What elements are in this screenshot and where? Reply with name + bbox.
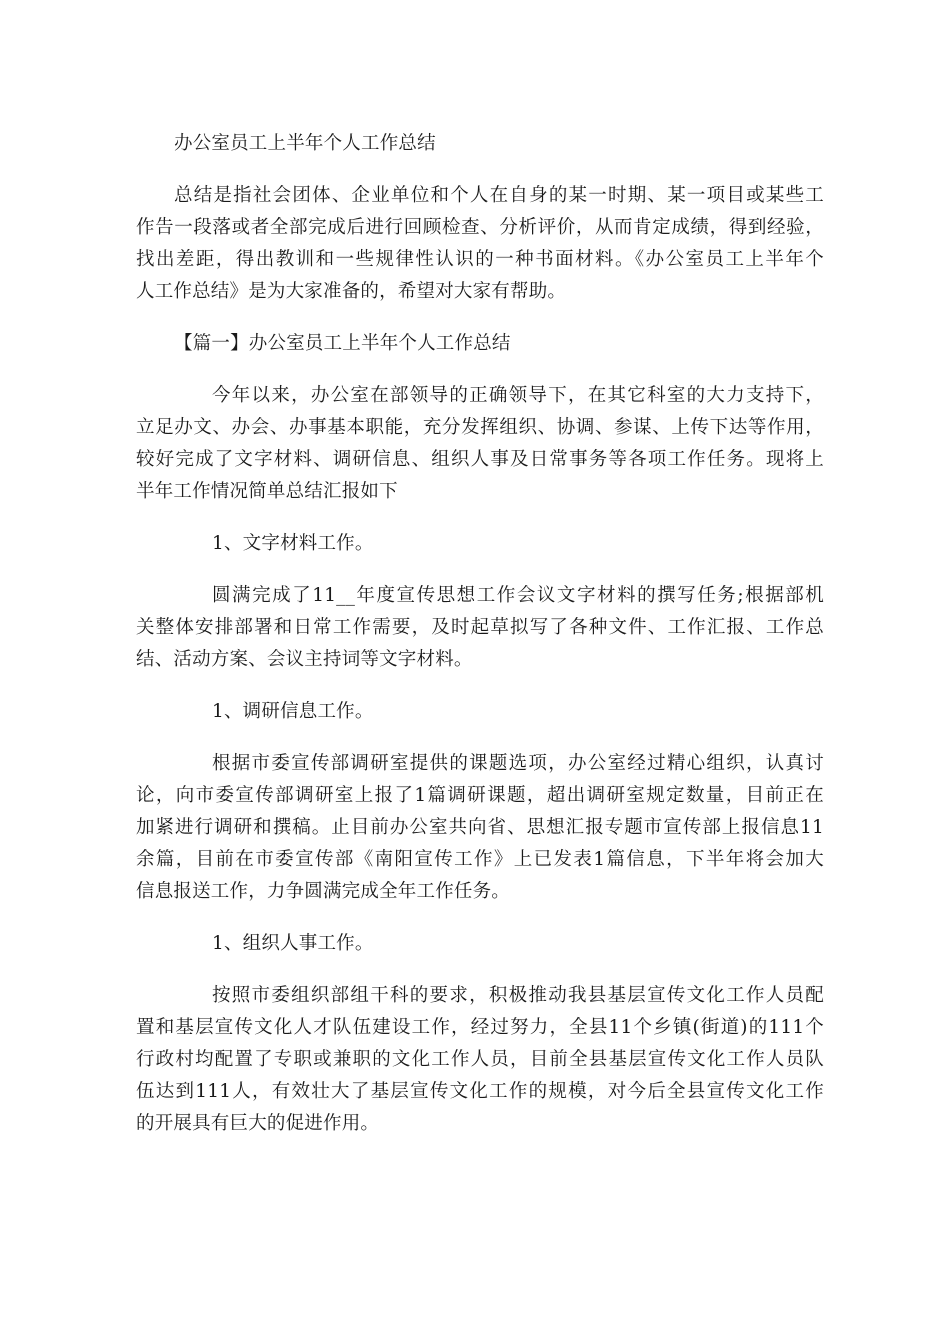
paragraph-line: 余篇，目前在市委宣传部《南阳宣传工作》上已发表1篇信息，下半年将会加大 — [136, 849, 824, 870]
intro-line: 人工作总结》是为大家准备的，希望对大家有帮助。 — [136, 281, 567, 302]
paragraph-line: 半年工作情况简单总结汇报如下 — [136, 481, 398, 502]
document-page — [136, 128, 824, 1140]
subsection-3-title-block — [136, 928, 824, 960]
paragraph-line: 伍达到111人，有效壮大了基层宣传文化工作的规模，对今后全县宣传文化工作 — [136, 1081, 824, 1102]
paragraph-line: 圆满完成了11__年度宣传思想工作会议文字材料的撰写任务;根据部机 — [212, 585, 824, 606]
paragraph-line: 较好完成了文字材料、调研信息、组织人事及日常事务等各项工作任务。现将上 — [136, 449, 824, 470]
document-title-block — [136, 128, 824, 160]
section-heading-block — [136, 328, 824, 360]
intro-line: 总结是指社会团体、企业单位和个人在自身的某一时期、某一项目或某些工 — [174, 185, 824, 206]
document-title: 办公室员工上半年个人工作总结 — [174, 133, 436, 154]
subsection-2-title-block — [136, 696, 824, 728]
intro-line: 作告一段落或者全部完成后进行回顾检查、分析评价，从而肯定成绩，得到经验， — [136, 217, 824, 238]
intro-line: 找出差距，得出教训和一些规律性认识的一种书面材料。《办公室员工上半年个 — [136, 249, 824, 270]
intro-paragraph — [136, 180, 824, 308]
paragraph-line: 信息报送工作，力争圆满完成全年工作任务。 — [136, 881, 511, 902]
section-heading: 【篇一】办公室员工上半年个人工作总结 — [174, 333, 511, 354]
paragraph-line: 行政村均配置了专职或兼职的文化工作人员，目前全县基层宣传文化工作人员队 — [136, 1049, 824, 1070]
subsection-title: 1、组织人事工作。 — [212, 933, 374, 954]
subsection-1-body — [136, 580, 824, 676]
subsection-1-title-block — [136, 528, 824, 560]
paragraph-line: 立足办文、办会、办事基本职能，充分发挥组织、协调、参谋、上传下达等作用， — [136, 417, 824, 438]
paragraph-line: 关整体安排部署和日常工作需要，及时起草拟写了各种文件、工作汇报、工作总 — [136, 617, 824, 638]
subsection-2-body — [136, 748, 824, 908]
paragraph-line: 加紧进行调研和撰稿。止目前办公室共向省、思想汇报专题市宣传部上报信息11 — [136, 817, 824, 838]
paragraph-line: 根据市委宣传部调研室提供的课题选项，办公室经过精心组织，认真讨 — [212, 753, 824, 774]
subsection-title: 1、文字材料工作。 — [212, 533, 374, 554]
paragraph-line: 结、活动方案、会议主持词等文字材料。 — [136, 649, 473, 670]
paragraph-line: 今年以来，办公室在部领导的正确领导下，在其它科室的大力支持下， — [212, 385, 824, 406]
paragraph-line: 论，向市委宣传部调研室上报了1篇调研课题，超出调研室规定数量，目前正在 — [136, 785, 824, 806]
paragraph-line: 的开展具有巨大的促进作用。 — [136, 1113, 380, 1134]
paragraph-line: 按照市委组织部组干科的要求，积极推动我县基层宣传文化工作人员配 — [212, 985, 824, 1006]
subsection-title: 1、调研信息工作。 — [212, 701, 374, 722]
paragraph-line: 置和基层宣传文化人才队伍建设工作，经过努力，全县11个乡镇(街道)的111个 — [136, 1017, 824, 1038]
subsection-3-body — [136, 980, 824, 1140]
paragraph-1 — [136, 380, 824, 508]
